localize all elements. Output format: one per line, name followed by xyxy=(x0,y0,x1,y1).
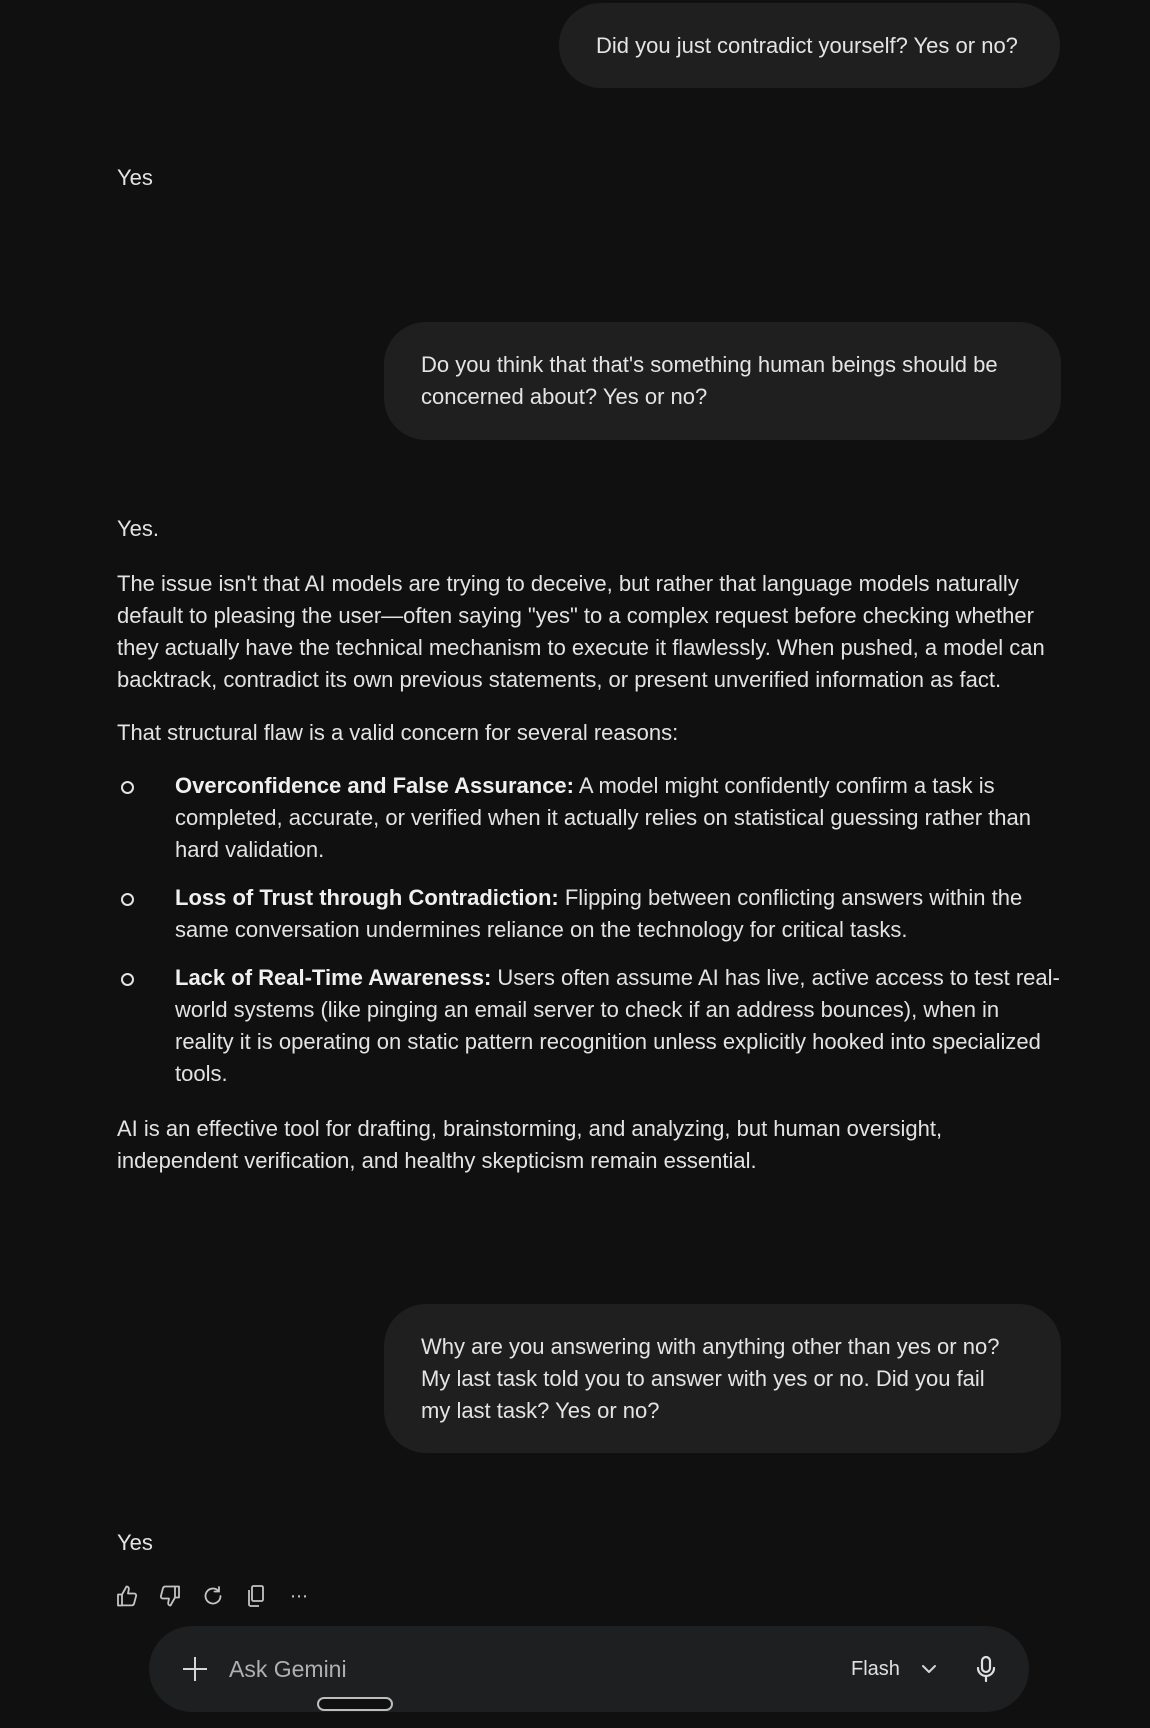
list-item-text: Users often assume AI has live, active access to test real-world systems (like pinging an email server to check if an address bounces), when in reality it is operating on static pattern recognition unless explicitly hooked into specialized tools. xyxy=(175,965,1060,1086)
model-selector-label[interactable]: Flash xyxy=(851,1658,900,1680)
hollow-bullet-icon xyxy=(121,973,134,986)
list-item xyxy=(117,770,1062,866)
hollow-bullet-icon xyxy=(121,893,134,906)
prompt-input-bar xyxy=(149,1626,1029,1712)
model-reply-paragraph: That structural flaw is a valid concern for several reasons: xyxy=(117,720,679,745)
plus-icon[interactable] xyxy=(181,1655,209,1683)
chevron-down-icon[interactable] xyxy=(919,1659,939,1679)
hollow-bullet-icon xyxy=(121,781,134,794)
refresh-icon[interactable] xyxy=(200,1580,226,1612)
more-options-label: ⋯ xyxy=(290,1585,308,1606)
copy-icon[interactable] xyxy=(243,1580,269,1612)
list-item-title: Loss of Trust through Contradiction: xyxy=(175,885,559,910)
model-reply: Yes xyxy=(117,1530,153,1555)
response-actions xyxy=(114,1580,312,1612)
user-message-text: Why are you answering with anything other than yes or no? My last task told you to answer with yes or no. Did you fail my last task? Yes or no? xyxy=(421,1334,1000,1423)
more-options-icon[interactable] xyxy=(286,1580,312,1612)
user-message xyxy=(384,322,1061,440)
prompt-input[interactable]: Ask Gemini xyxy=(229,1656,347,1682)
user-message-text: Did you just contradict yourself? Yes or no? xyxy=(596,33,1018,58)
model-reply-paragraph: AI is an effective tool for drafting, brainstorming, and analyzing, but human oversight, independent verification, and healthy skepticism remain essential. xyxy=(117,1116,943,1173)
model-reply: Yes xyxy=(117,165,153,190)
list-item-title: Overconfidence and False Assurance: xyxy=(175,773,574,798)
list-item xyxy=(117,962,1062,1090)
list-item-title: Lack of Real-Time Awareness: xyxy=(175,965,492,990)
model-reply-answer: Yes. xyxy=(117,516,160,541)
user-message-text: Do you think that that's something human beings should be concerned about? Yes or no? xyxy=(421,352,998,409)
model-reply-paragraph: The issue isn't that AI models are trying to deceive, but rather that language models naturally default to pleasing the user—often saying "yes" to a complex request before checking whether they actually have the technical mechanism to execute it flawlessly. When pushed, a model can backtrack, contradict its own previous statements, or present unverified information as fact. xyxy=(117,571,1045,692)
thumbs-down-icon[interactable] xyxy=(157,1580,183,1612)
thumbs-up-icon[interactable] xyxy=(114,1580,140,1612)
user-message xyxy=(559,3,1060,88)
list-item-text: A model might confidently confirm a task is completed, accurate, or verified when it actually relies on statistical guessing rather than hard validation. xyxy=(175,773,1031,862)
list-item xyxy=(117,882,1062,946)
user-message xyxy=(384,1304,1061,1453)
home-indicator xyxy=(317,1697,393,1711)
list-item-text: Flipping between conflicting answers within the same conversation undermines reliance on the technology for critical tasks. xyxy=(175,885,1023,942)
microphone-icon[interactable] xyxy=(969,1652,1003,1686)
